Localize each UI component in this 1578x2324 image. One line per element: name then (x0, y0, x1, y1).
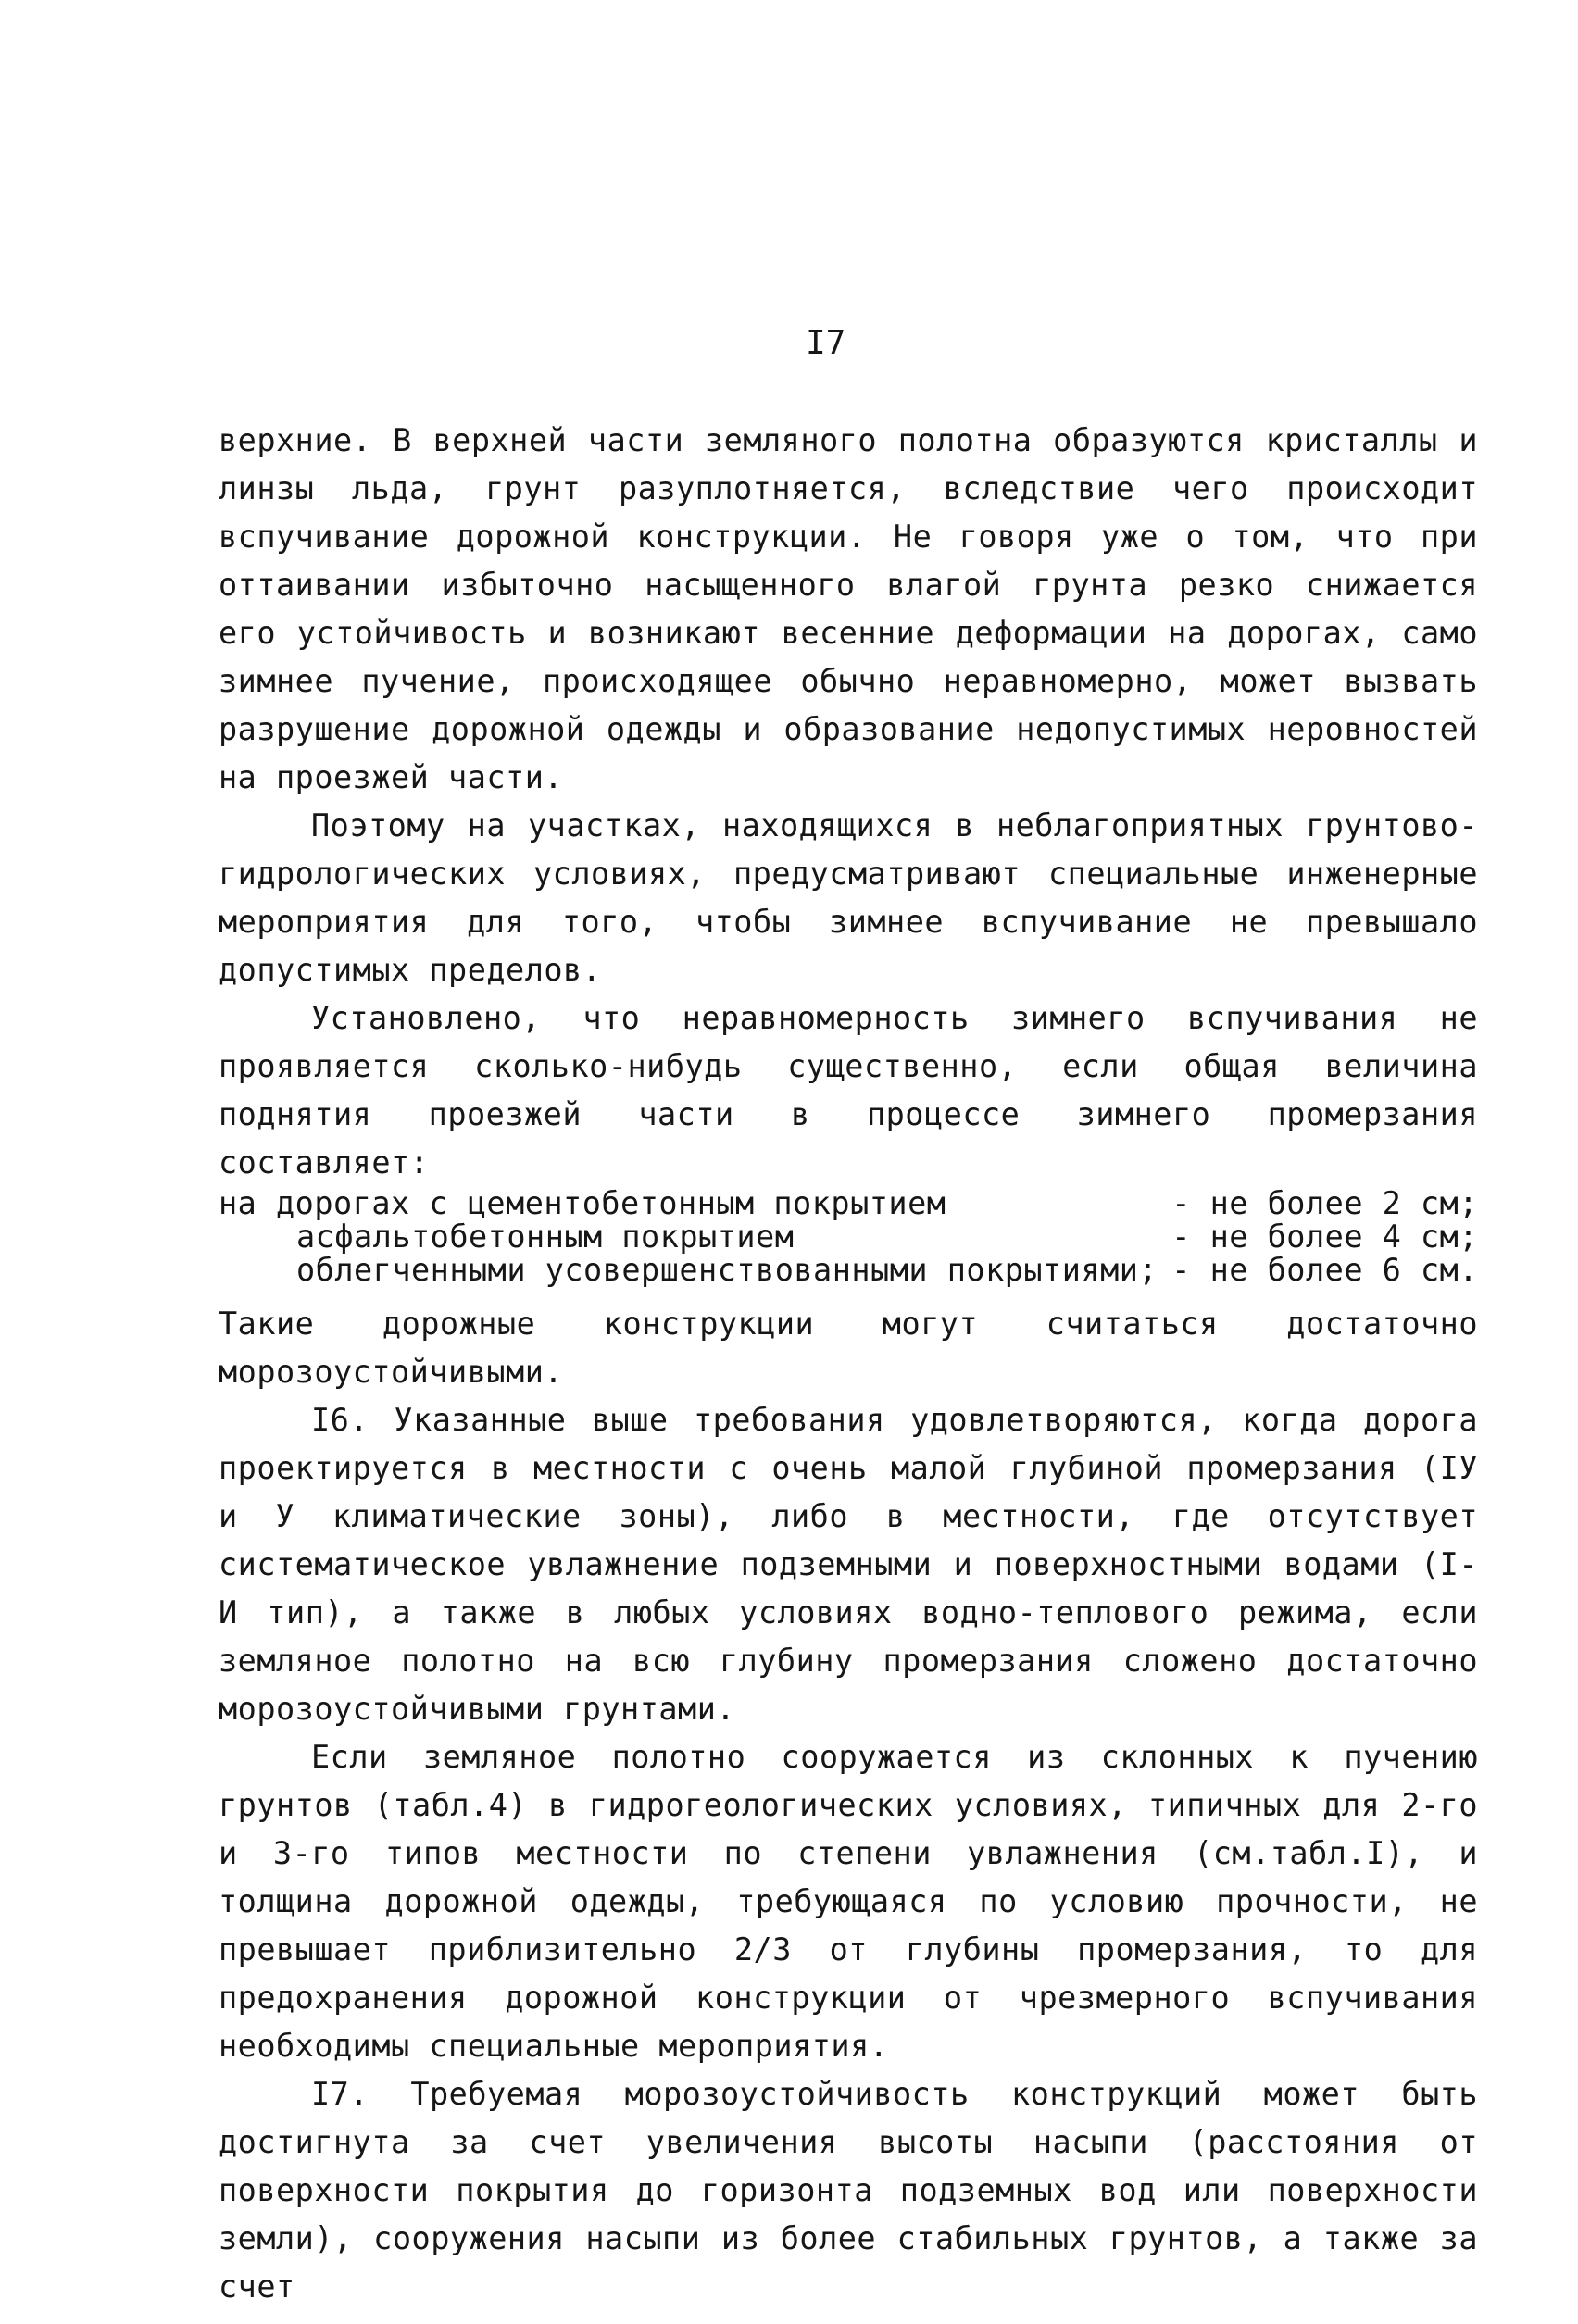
paragraph: Установлено, что неравномерность зимнего вспучивания не проявляется сколько-нибудь существенно, если общая величина поднятия проезжей части в процессе зимнего промерзания составляет: (219, 1000, 1478, 1181)
paragraph: I7. Требуемая морозоустойчивость конструкций может быть достигнута за счет увеличения высоты насыпи (расстояния от поверхности покрытия до горизонта подземных вод или поверхности земли), сооружения насыпи из более стабильных грунтов, а также за счет (219, 2076, 1478, 2305)
list-item-value: - не более 4 см; (1171, 1218, 1478, 1255)
paragraph: Такие дорожные конструкции могут считаться достаточно морозоустойчивыми. (219, 1306, 1478, 1390)
document-body (219, 417, 1478, 2311)
list-item (219, 1220, 1478, 1254)
paragraph: I6. Указанные выше требования удовлетворяются, когда дорога проектируется в местности с очень малой глубиной промерзания (IУ и У климатические зоны), либо в местности, где отсутствует систематическое увлажнение подземными и поверхностными водами (I-И тип), а также в любых условиях водно-теплового режима, если земляное полотно на всю глубину промерзания сложено достаточно морозоустойчивыми грунтами. (219, 1402, 1478, 1727)
paragraph: верхние. В верхней части земляного полотна образуются кристаллы и линзы льда, грунт разуплотняется, вследствие чего происходит вспучивание дорожной конструкции. Не говоря уже о том, что при оттаивании избыточно насыщенного влагой грунта резко снижается его устойчивость и возникают весенние деформации на дорогах, само зимнее пучение, происходящее обычно неравномерно, может вызвать разрушение дорожной одежды и образование недопустимых неровностей на проезжей части. (219, 422, 1478, 795)
page-number: I7 (806, 324, 846, 362)
paragraph: Если земляное полотно сооружается из склонных к пучению грунтов (табл.4) в гидрогеологических условиях, типичных для 2-го и 3-го типов местности по степени увлажнения (см.табл.I), и толщина дорожной одежды, требующаяся по условию прочности, не превышает приблизительно 2/3 от глубины промерзания, то для предохранения дорожной конструкции от чрезмерного вспучивания необходимы специальные мероприятия. (219, 1739, 1478, 2064)
list-item-label: облегченными усовершенствованными покрытиями; (296, 1252, 1158, 1288)
list-item-value: - не более 6 см. (1171, 1252, 1478, 1288)
list-item-label: на дорогах с цементобетонным покрытием (219, 1185, 946, 1221)
list-item-value: - не более 2 см; (1171, 1185, 1478, 1221)
list-item-label: асфальтобетонным покрытием (296, 1218, 795, 1255)
requirements-list (219, 1187, 1478, 1287)
list-item (219, 1187, 1478, 1220)
list-item (219, 1254, 1478, 1287)
paragraph: Поэтому на участках, находящихся в неблагоприятных грунтово-гидрологических условиях, предусматривают специальные инженерные мероприятия для того, чтобы зимнее вспучивание не превышало допустимых пределов. (219, 807, 1478, 988)
